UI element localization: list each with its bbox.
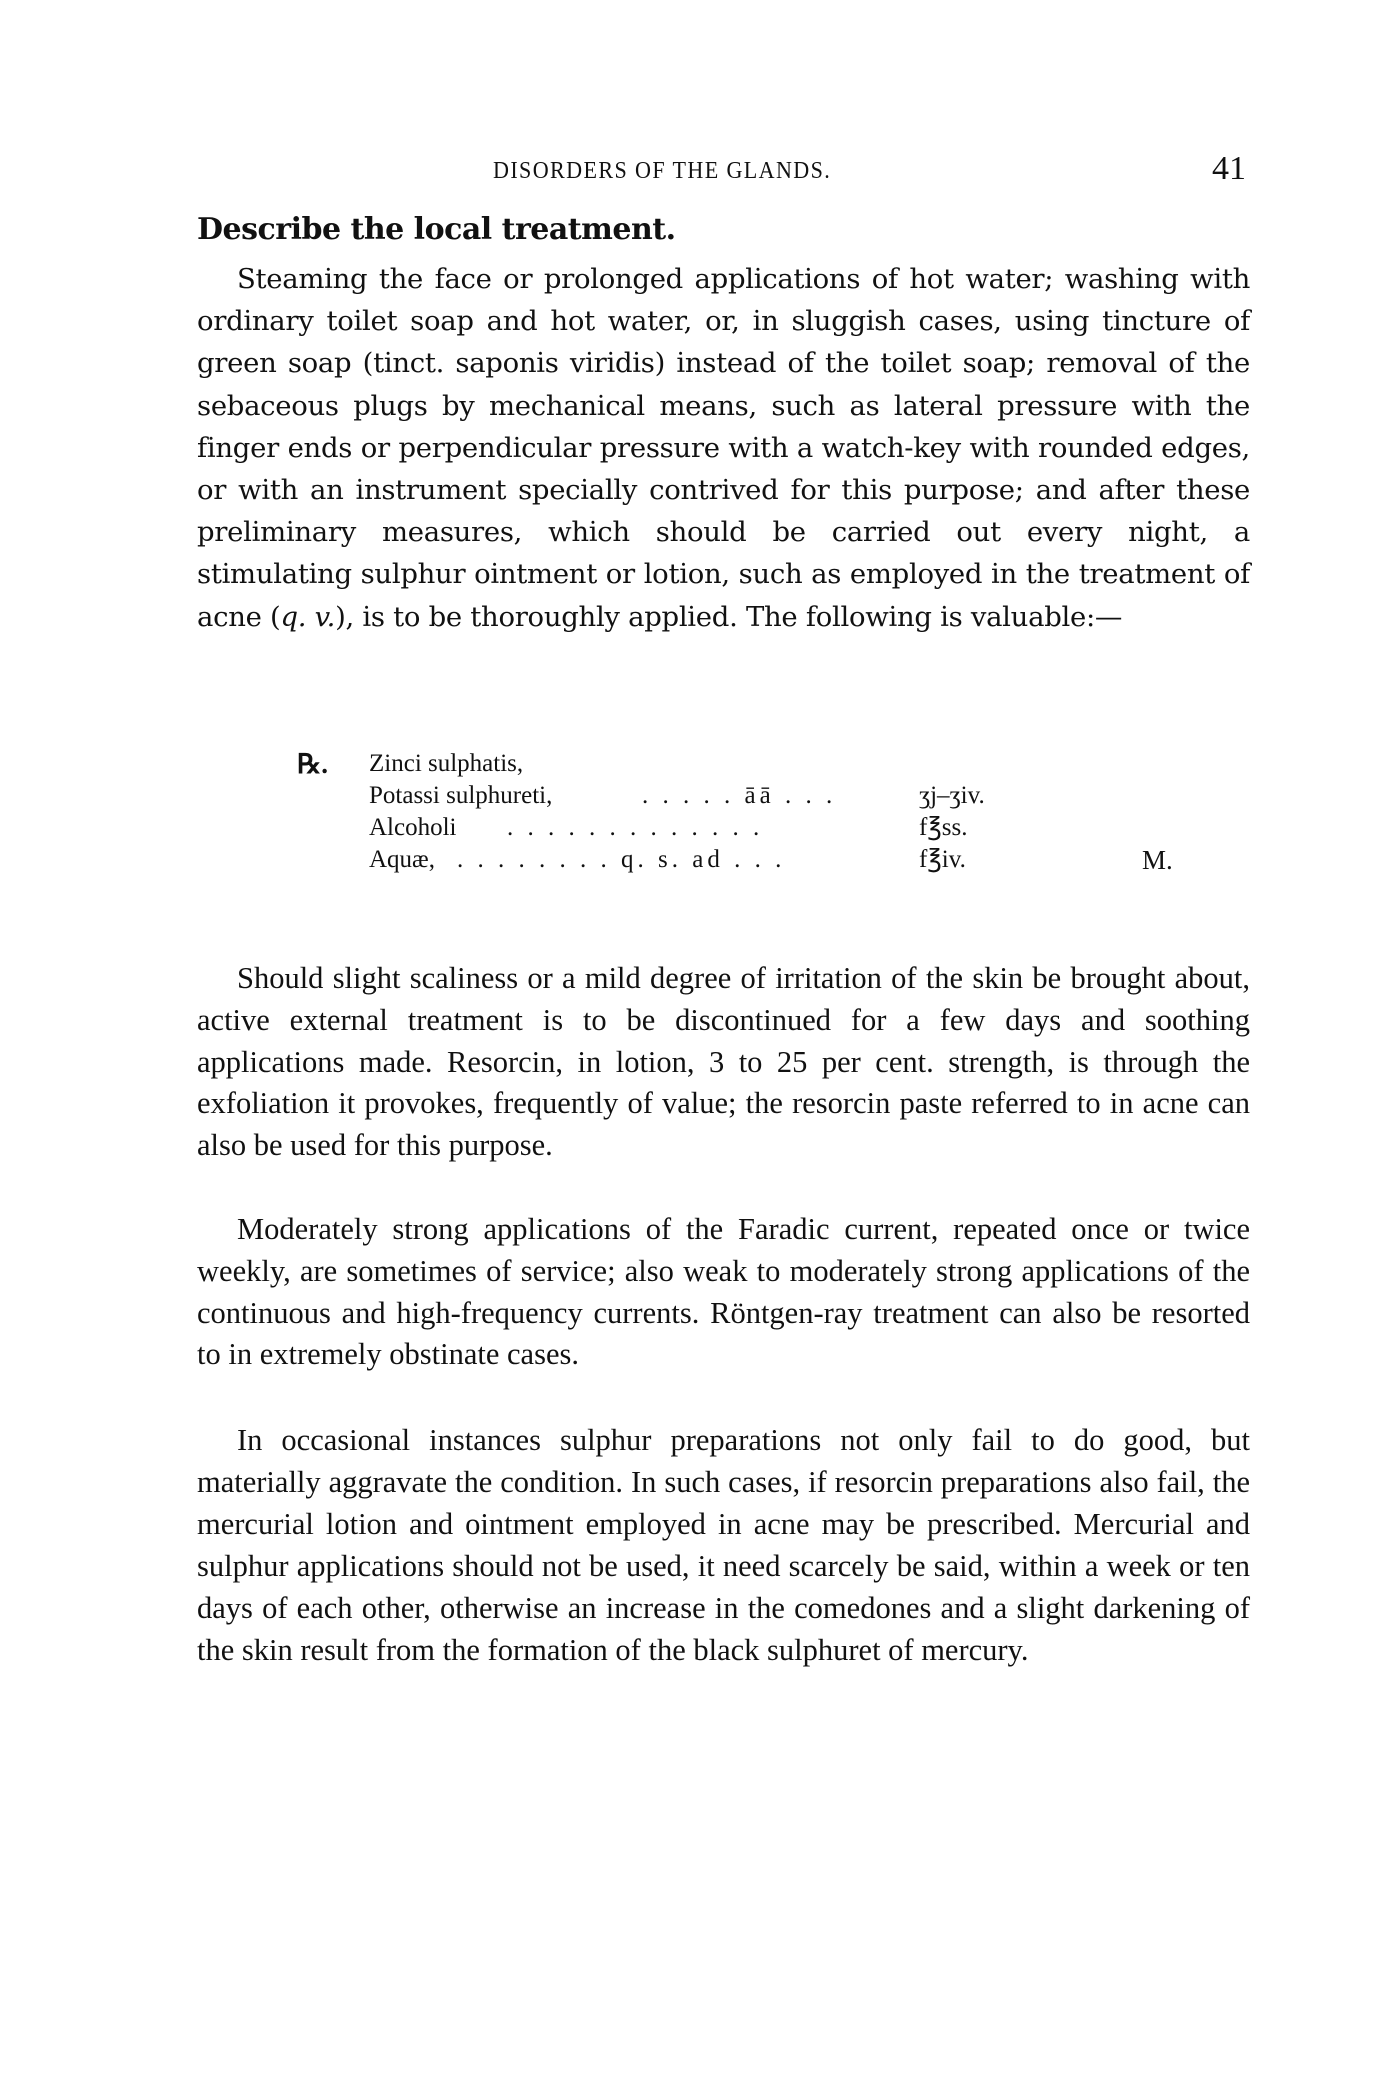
cross-reference: q. v. xyxy=(280,600,336,633)
prescription-row xyxy=(297,748,1257,780)
leader-dots: . . . . . . . . . . . . . xyxy=(507,814,764,841)
prescription-row xyxy=(297,812,1257,844)
ingredient-amount: f℥iv. xyxy=(919,846,966,873)
page-number: 41 xyxy=(1212,150,1246,187)
running-title: DISORDERS OF THE GLANDS. xyxy=(493,158,832,184)
paragraph-text: ), is to be thoroughly applied. The following is valuable:— xyxy=(335,600,1123,633)
ingredient-amount: ʒj–ʒiv. xyxy=(919,782,985,809)
prescription-row xyxy=(297,844,1257,876)
section-question-heading: Describe the local treatment. xyxy=(197,212,676,247)
paragraph-text: Steaming the face or prolonged applications of hot water; washing with ordinary toilet soap and hot water, or, in sluggish cases, using tincture of green soap (tinct. saponis viridis) instead of the toilet soap; removal of the sebaceous plugs by mechanical means, such as lateral pressure with the finger ends or perpendicular pressure with a watch-key with rounded edges, or with an instrument specially contrived for this purpose; and after these preliminary measures, which should be carried out every night, a stimulating sulphur ointment or lotion, such as employed in the treatment of acne ( xyxy=(197,263,1250,633)
paragraph-sulphur-failure: In occasional instances sulphur preparations not only fail to do good, but materially aggravate the condition. In such cases, if resorcin preparations also fail, the mercurial lotion and ointment employed in acne may be prescribed. Mercurial and sulphur applications should not be used, it need scarcely be said, within a week or ten days of each other, otherwise an increase in the comedones and a slight darkening of the skin result from the formation of the black sulphuret of mercury. xyxy=(197,1423,1250,1667)
running-head xyxy=(197,150,1250,190)
ingredient-name: Alcoholi xyxy=(369,814,457,841)
ingredient-name: Zinci sulphatis, xyxy=(369,750,524,777)
recipe-symbol: ℞. xyxy=(297,749,328,779)
ingredient-amount: f℥ss. xyxy=(919,814,968,841)
paragraph-electrical-treatment: Moderately strong applications of the Faradic current, repeated once or twice weekly, are sometimes of service; also weak to moderately strong applications of the continuous and high-frequency currents. Röntgen-ray treatment can also be resorted to in extremely obstinate cases. xyxy=(197,1212,1250,1372)
paragraph-local-treatment xyxy=(197,258,1250,638)
prescription-row xyxy=(297,780,1257,812)
misce-mark: M. xyxy=(1142,845,1173,875)
paragraph-scaliness: Should slight scaliness or a mild degree of irritation of the skin be brought about, active external treatment is to be discontinued for a few days and soothing applications made. Resorcin, in lotion, 3 to 25 per cent. strength, is through the exfoliation it provokes, frequently of value; the resorcin paste referred to in acne can also be used for this purpose. xyxy=(197,961,1250,1163)
ingredient-name: Potassi sulphureti, xyxy=(369,782,553,809)
ingredient-name: Aquæ, xyxy=(369,846,435,873)
prescription xyxy=(297,748,1257,876)
leader-dots: . . . . . āā . . . xyxy=(642,782,837,809)
leader-dots: . . . . . . . . q. s. ad . . . xyxy=(457,846,786,873)
